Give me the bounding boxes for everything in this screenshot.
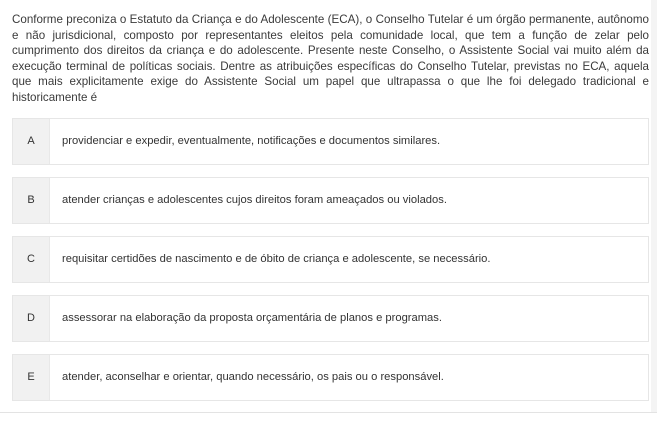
- option-text: assessorar na elaboração da proposta orçamentária de planos e programas.: [49, 296, 648, 341]
- option-d[interactable]: [12, 295, 649, 342]
- option-c[interactable]: [12, 236, 649, 283]
- option-e[interactable]: [12, 354, 649, 401]
- option-text: providenciar e expedir, eventualmente, notificações e documentos similares.: [49, 119, 648, 164]
- answer-options: [12, 118, 649, 413]
- question-text: Conforme preconiza o Estatuto da Criança e do Adolescente (ECA), o Conselho Tutelar é um órgão permanente, autônomo e não jurisdicional, composto por representantes eleitos pela comunidade local, que tem a função de zelar pelo cumprimento dos direitos da criança e do adolescente. Presente neste Conselho, o Assistente Social vai muito além da execução terminal de políticas sociais. Dentre as atribuições específicas do Conselho Tutelar, previstas no ECA, aquela que mais explicitamente exige do Assistente Social um papel que ultrapassa o que lhe foi delegado tradicional e historicamente é: [12, 13, 649, 104]
- option-text: atender, aconselhar e orientar, quando necessário, os pais ou o responsável.: [49, 355, 648, 400]
- scrollbar-track[interactable]: [651, 0, 657, 412]
- option-text: atender crianças e adolescentes cujos direitos foram ameaçados ou violados.: [49, 178, 648, 223]
- option-letter: D: [13, 296, 49, 341]
- option-letter: C: [13, 237, 49, 282]
- option-letter: A: [13, 119, 49, 164]
- option-letter: B: [13, 178, 49, 223]
- option-text: requisitar certidões de nascimento e de óbito de criança e adolescente, se necessário.: [49, 237, 648, 282]
- option-a[interactable]: [12, 118, 649, 165]
- option-letter: E: [13, 355, 49, 400]
- bottom-divider: [0, 412, 657, 413]
- option-b[interactable]: [12, 177, 649, 224]
